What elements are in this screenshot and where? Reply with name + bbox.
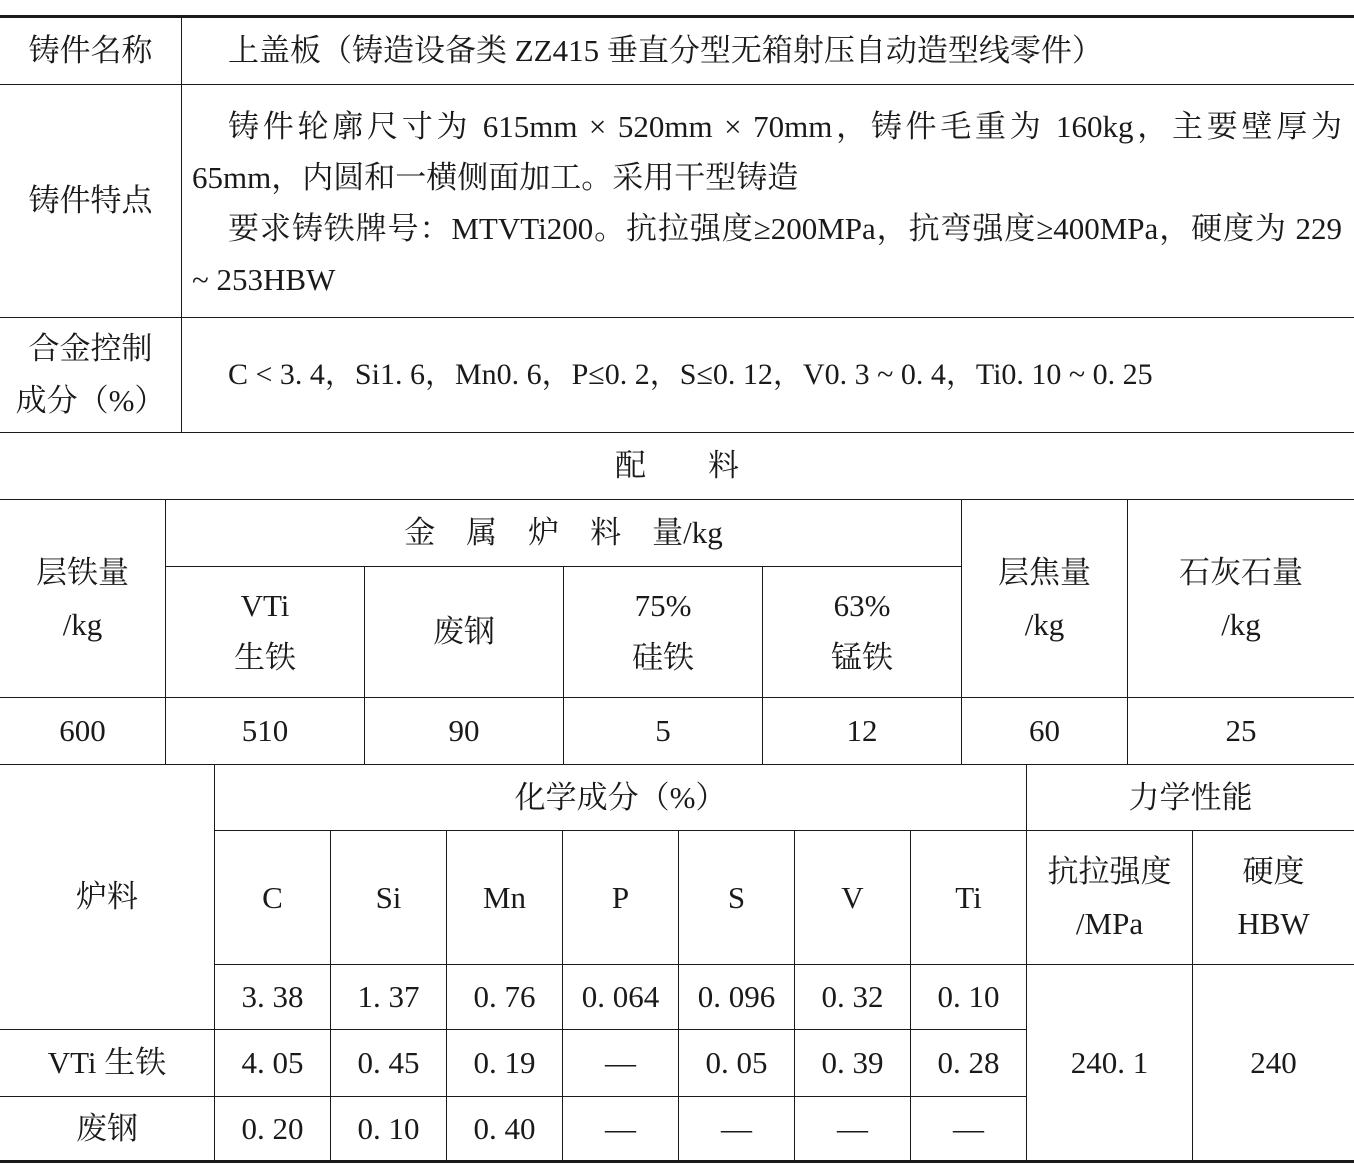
element-header-s: S	[679, 831, 795, 965]
charge-section-title: 配 料	[0, 433, 1354, 500]
composition-section	[0, 765, 1354, 1163]
alloy-label-line: 成分（%）	[15, 383, 166, 418]
burden-label: 炉料	[0, 765, 215, 1030]
hardness-header	[1193, 831, 1354, 965]
table-cell: 0. 76	[447, 965, 563, 1030]
scrap-steel-header: 废钢	[365, 567, 564, 698]
layer-coke-header	[962, 500, 1128, 698]
limestone-header	[1128, 500, 1354, 698]
header-unit: HBW	[1237, 905, 1310, 941]
table-cell: 0. 32	[795, 965, 911, 1030]
alloy-control-value: C < 3. 4，Si1. 6，Mn0. 6，P≤0. 2，S≤0. 12，V0. 3 ~ 0. 4，Ti0. 10 ~ 0. 25	[182, 318, 1354, 433]
limestone-value: 25	[1128, 698, 1354, 765]
header-line: VTi	[240, 588, 290, 623]
vti-pig-iron-header	[166, 567, 365, 698]
element-header-si: Si	[331, 831, 447, 965]
layer-coke-value: 60	[962, 698, 1128, 765]
table-cell: 0. 064	[563, 965, 679, 1030]
vti-pig-iron-value: 510	[166, 698, 365, 765]
element-header-v: V	[795, 831, 911, 965]
table-cell: 4. 05	[215, 1030, 331, 1097]
header-unit: /kg	[62, 606, 103, 642]
element-header-mn: Mn	[447, 831, 563, 965]
mechanical-properties-header: 力学性能	[1027, 765, 1354, 831]
metal-charge-header: 金 属 炉 料 量/kg	[166, 500, 962, 567]
ferromanganese-value: 12	[763, 698, 962, 765]
chemical-composition-header: 化学成分（%）	[215, 765, 1027, 831]
hardness-value: 240	[1193, 965, 1354, 1163]
table-cell: —	[679, 1097, 795, 1163]
table-cell: 0. 05	[679, 1030, 795, 1097]
tensile-strength-value: 240. 1	[1027, 965, 1193, 1163]
element-header-c: C	[215, 831, 331, 965]
tensile-strength-header	[1027, 831, 1193, 965]
table-cell: —	[563, 1030, 679, 1097]
scrap-steel-value: 90	[365, 698, 564, 765]
table-cell: 0. 39	[795, 1030, 911, 1097]
casting-features-label: 铸件特点	[0, 85, 182, 318]
table-cell: 0. 19	[447, 1030, 563, 1097]
casting-name-value: 上盖板（铸造设备类 ZZ415 垂直分型无箱射压自动造型线零件）	[182, 18, 1354, 85]
row-label-scrap-steel: 废钢	[0, 1097, 215, 1163]
table-cell: —	[911, 1097, 1027, 1163]
table-cell: 0. 45	[331, 1030, 447, 1097]
table-cell: 3. 38	[215, 965, 331, 1030]
header-line: 75%	[634, 588, 692, 623]
features-paragraph: 铸件轮廓尺寸为 615mm × 520mm × 70mm，铸件毛重为 160kg，主要壁厚为 65mm，内圆和一横侧面加工。采用干型铸造	[192, 109, 1342, 195]
element-header-p: P	[563, 831, 679, 965]
layer-iron-header	[0, 500, 166, 698]
header-line: 层焦量	[998, 554, 1091, 590]
header-unit: /MPa	[1075, 905, 1144, 941]
table-cell: 0. 20	[215, 1097, 331, 1163]
alloy-label-line: 合金控制	[28, 331, 153, 366]
table-cell: —	[563, 1097, 679, 1163]
table-cell: 1. 37	[331, 965, 447, 1030]
header-line: 63%	[833, 588, 891, 623]
features-paragraph: 要求铸铁牌号：MTVTi200。抗拉强度≥200MPa，抗弯强度≥400MPa，硬度为 229 ~ 253HBW	[192, 211, 1342, 297]
header-line: 抗拉强度	[1047, 853, 1172, 889]
header-line: 生铁	[234, 640, 296, 675]
charge-section	[0, 500, 1354, 765]
table-cell: 0. 28	[911, 1030, 1027, 1097]
header-line: 硅铁	[632, 640, 694, 675]
table-cell: 0. 096	[679, 965, 795, 1030]
header-line: 锰铁	[831, 640, 893, 675]
header-line: 石灰石量	[1179, 554, 1303, 590]
table-cell: 0. 10	[911, 965, 1027, 1030]
table-cell: 0. 10	[331, 1097, 447, 1163]
header-line: 硬度	[1242, 853, 1305, 889]
casting-info-section	[0, 15, 1354, 500]
ferrosilicon-header	[564, 567, 763, 698]
table-cell: 0. 40	[447, 1097, 563, 1163]
casting-features-text	[182, 85, 1354, 318]
row-label-vti-pig-iron: VTi 生铁	[0, 1030, 215, 1097]
header-unit: /kg	[1024, 606, 1065, 642]
casting-record-table	[0, 15, 1354, 1163]
table-cell: —	[795, 1097, 911, 1163]
header-line: 层铁量	[36, 554, 129, 590]
element-header-ti: Ti	[911, 831, 1027, 965]
casting-name-label: 铸件名称	[0, 18, 182, 85]
layer-iron-value: 600	[0, 698, 166, 765]
ferromanganese-header	[763, 567, 962, 698]
ferrosilicon-value: 5	[564, 698, 763, 765]
alloy-control-label	[0, 318, 182, 433]
header-unit: /kg	[1221, 606, 1261, 642]
